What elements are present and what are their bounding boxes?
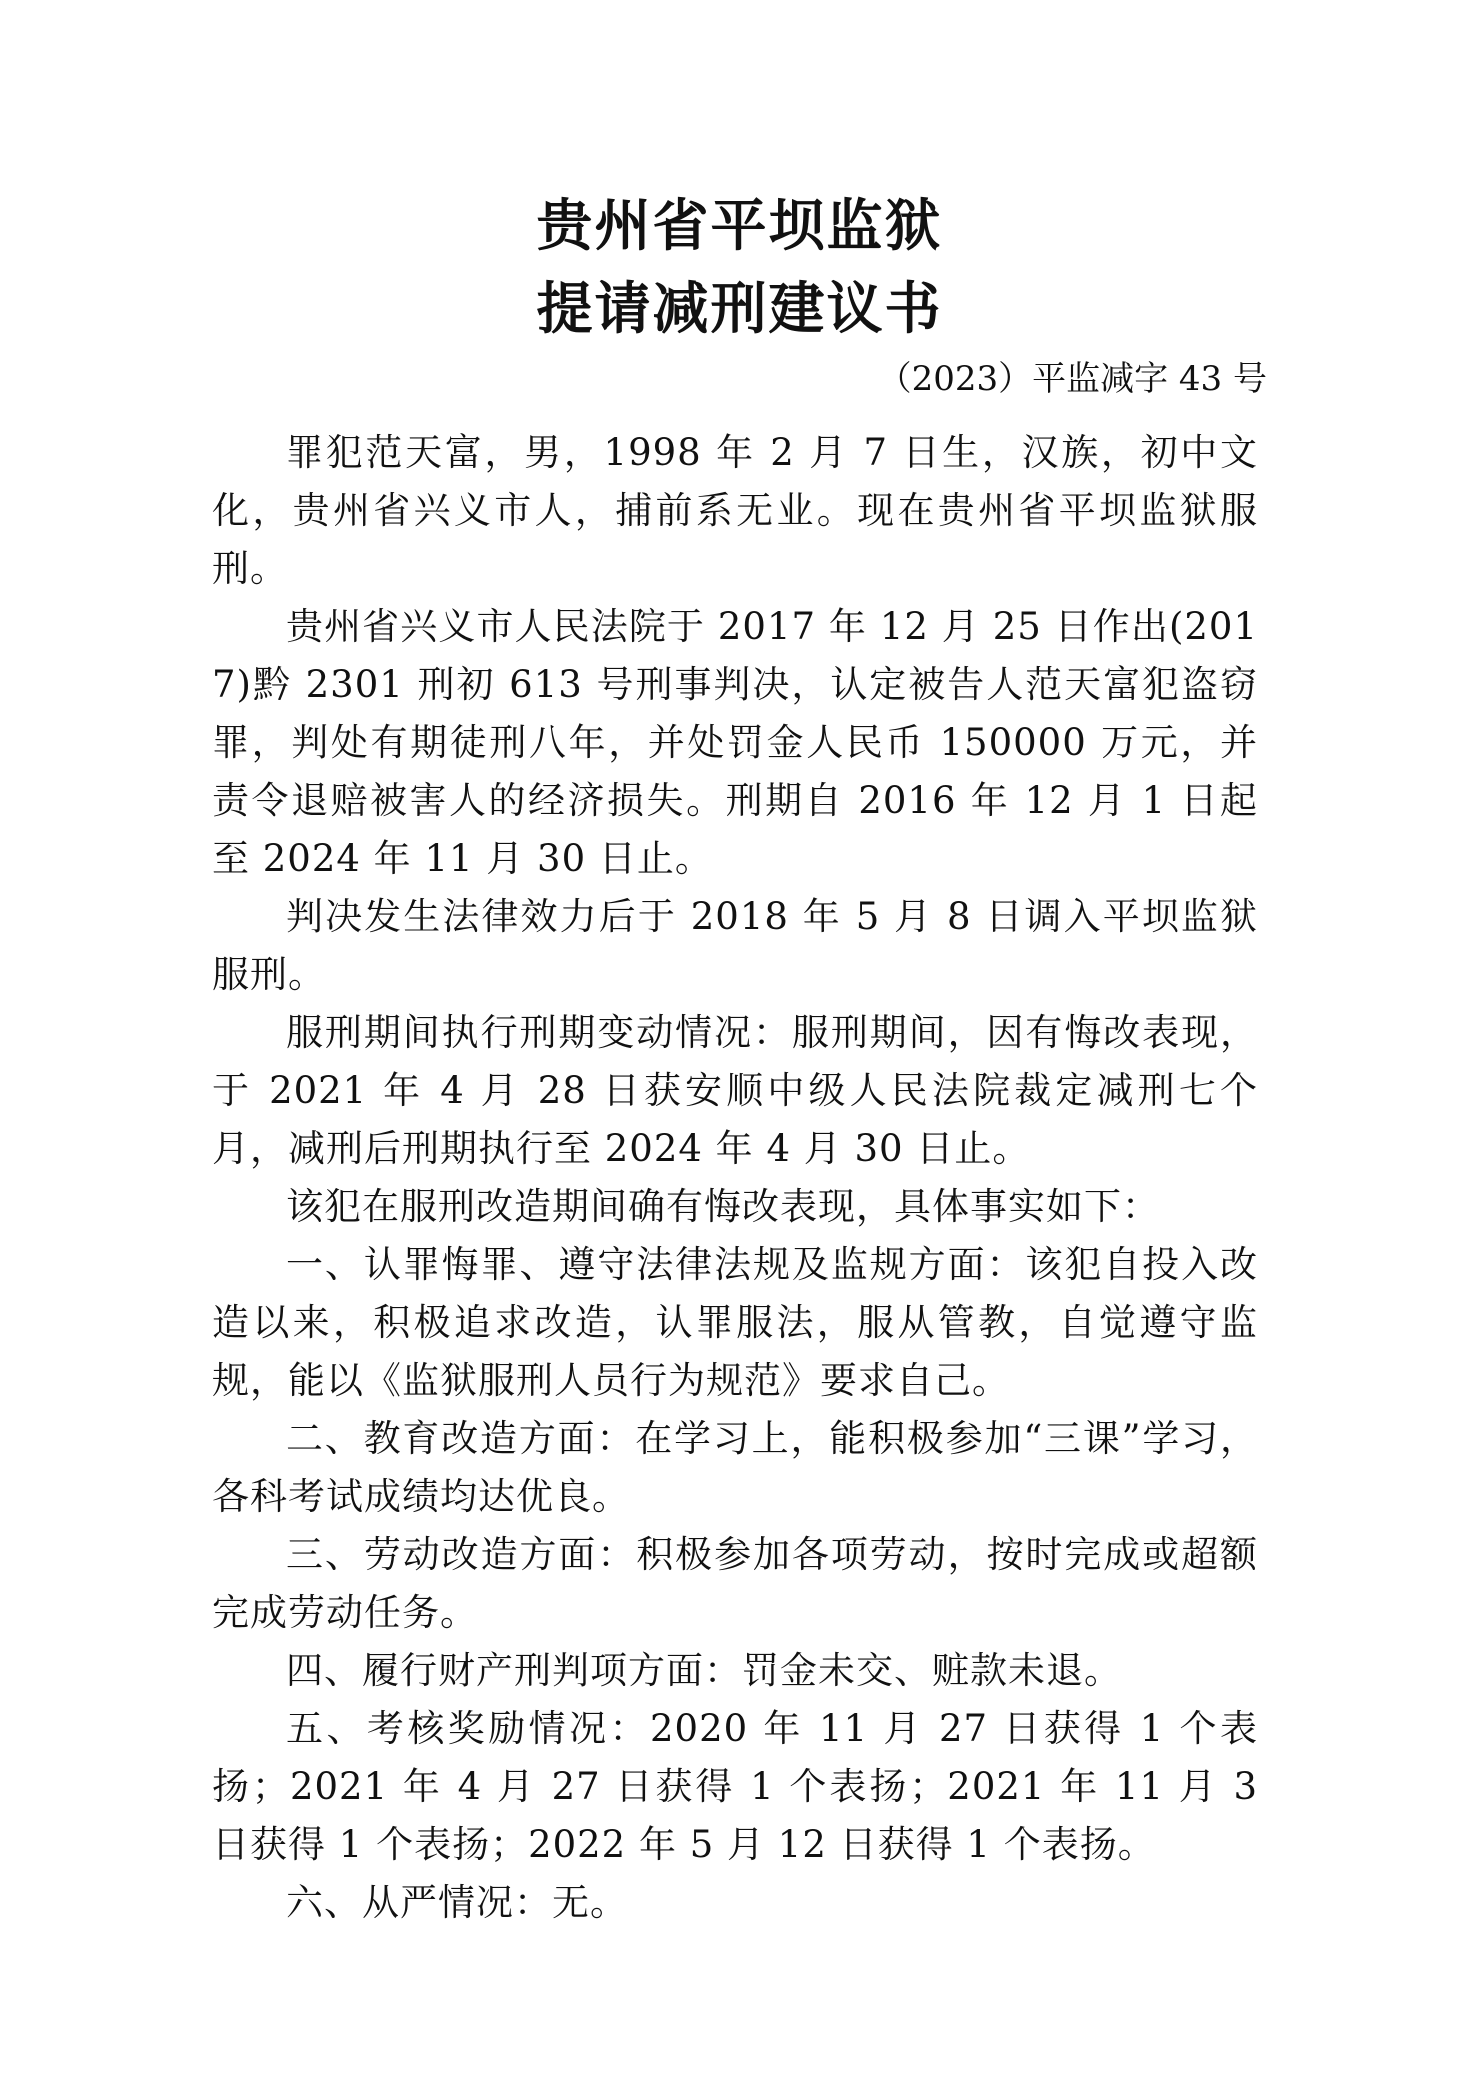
paragraph-transfer: 判决发生法律效力后于 2018 年 5 月 8 日调入平坝监狱服刑。 xyxy=(212,895,1258,996)
document-body xyxy=(212,424,1258,1932)
paragraph-facts-intro: 该犯在服刑改造期间确有悔改表现，具体事实如下： xyxy=(286,1185,1160,1228)
paragraph-strict-circumstances: 六、从严情况：无。 xyxy=(286,1881,628,1924)
document-title-line2: 提请减刑建议书 xyxy=(536,277,943,342)
paragraph-original-judgment: 贵州省兴义市人民法院于 2017 年 12 月 25 日作出(2017)黔 2301 刑初 613 号刑事判决，认定被告人范天富犯盗窃罪，判处有期徒刑八年，并处罚金人民币 150000 万元，并责令退赔被害人的经济损失。刑期自 2016 年 12 月 1 日起至 2024 年 11 月 30 日止。 xyxy=(212,605,1258,880)
paragraph-rewards: 五、考核奖励情况：2020 年 11 月 27 日获得 1 个表扬；2021 年 4 月 27 日获得 1 个表扬；2021 年 11 月 3 日获得 1 个表扬；2022 年 5 月 12 日获得 1 个表扬。 xyxy=(212,1707,1258,1866)
document-title-line1: 贵州省平坝监狱 xyxy=(536,194,943,259)
paragraph-labor: 三、劳动改造方面：积极参加各项劳动，按时完成或超额完成劳动任务。 xyxy=(212,1533,1258,1634)
paragraph-criminal-info: 罪犯范天富，男，1998 年 2 月 7 日生，汉族，初中文化，贵州省兴义市人，捕前系无业。现在贵州省平坝监狱服刑。 xyxy=(212,431,1258,590)
paragraph-property-penalty: 四、履行财产刑判项方面：罚金未交、赃款未退。 xyxy=(286,1649,1122,1692)
paragraph-law-compliance: 一、认罪悔罪、遵守法律法规及监规方面：该犯自投入改造以来，积极追求改造，认罪服法，服从管教，自觉遵守监规，能以《监狱服刑人员行为规范》要求自己。 xyxy=(212,1243,1258,1402)
paragraph-sentence-change: 服刑期间执行刑期变动情况：服刑期间，因有悔改表现，于 2021 年 4 月 28 日获安顺中级人民法院裁定减刑七个月，减刑后刑期执行至 2024 年 4 月 30 日止。 xyxy=(212,1011,1258,1170)
paragraph-education: 二、教育改造方面：在学习上，能积极参加“三课”学习，各科考试成绩均达优良。 xyxy=(212,1417,1258,1518)
document-number: （2023）平监减字 43 号 xyxy=(877,359,1267,399)
